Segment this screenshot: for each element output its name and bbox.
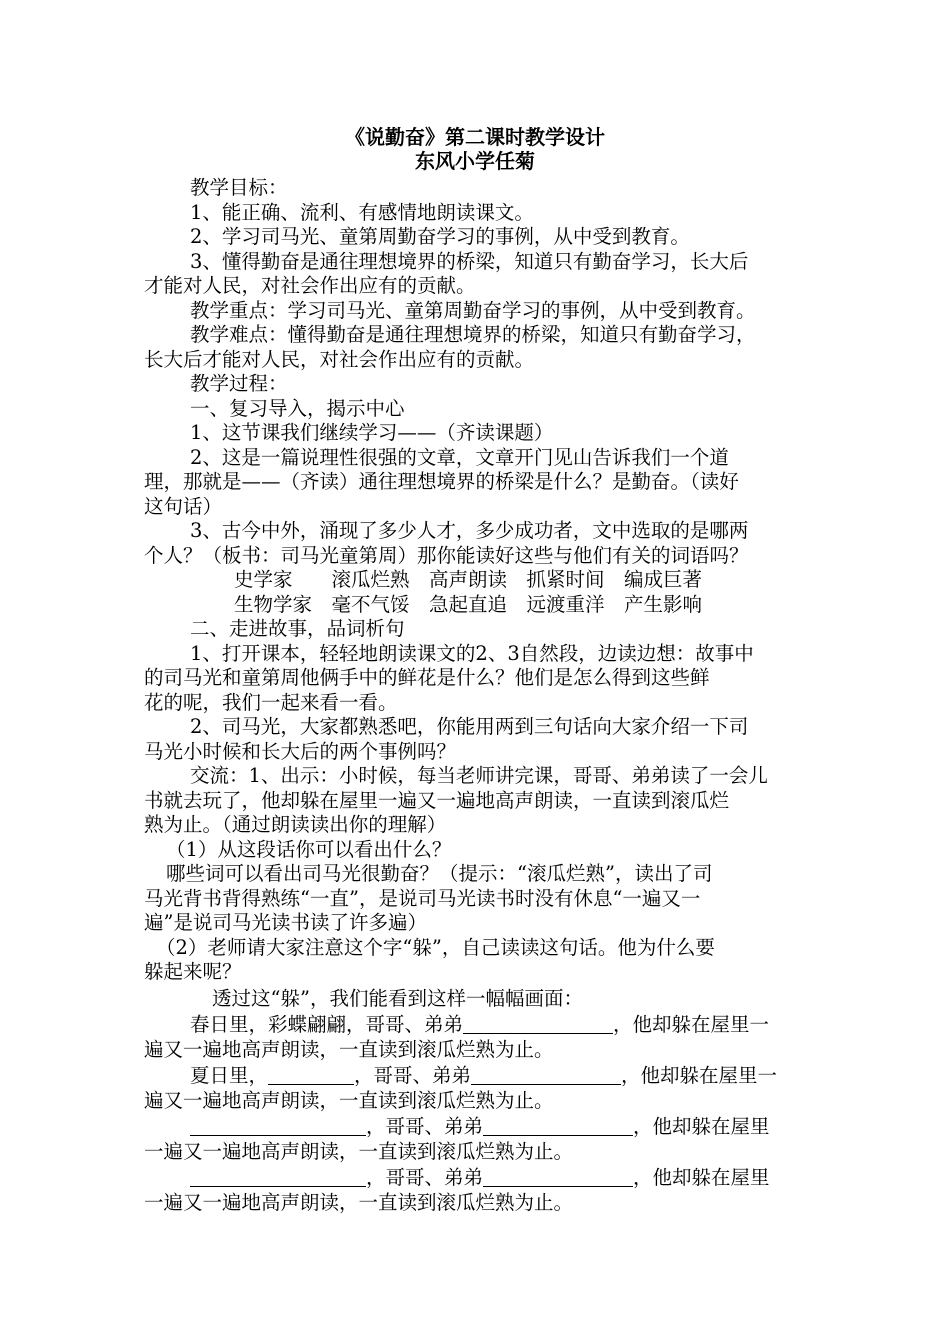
fill-in-text: ，他却躲在屋里 [633, 1115, 770, 1138]
document-author: 东风小学任菊 [415, 149, 535, 173]
fill-in-line [190, 1013, 769, 1037]
fill-in-line [190, 1115, 770, 1139]
paragraph-line: 遍”是说司马光读书读了许多遍） [144, 911, 427, 934]
paragraph-line: （1）从这段话你可以看出什么？ [166, 838, 452, 861]
paragraph-line: 1、能正确、流利、有感情地朗读课文。 [190, 201, 534, 224]
word-list-row: 生物学家 毫不气馁 急起直追 远渡重洋 产生影响 [234, 593, 703, 616]
fill-in-text: 夏日里， [190, 1064, 269, 1087]
paragraph-line: 教学重点：学习司马光、童第周勤奋学习的事例，从中受到教育。 [190, 299, 756, 322]
paragraph-line: 教学难点：懂得勤奋是通往理想境界的桥梁，知道只有勤奋学习， [190, 323, 756, 346]
document-title: 《说勤奋》第二课时教学设计 [345, 125, 605, 149]
paragraph-line: 2、学习司马光、童第周勤奋学习的事例，从中受到教育。 [190, 225, 690, 248]
paragraph-line: 交流：1、出示：小时候，每当老师讲完课，哥哥、弟弟读了一会儿 [190, 764, 768, 787]
paragraph-line: 书就去玩了，他却躲在屋里一遍又一遍地高声朗读，一直读到滚瓜烂 [144, 789, 730, 812]
answer-blank [268, 1066, 354, 1085]
paragraph-line: 3、古今中外，涌现了多少人才，多少成功者，文中选取的是哪两 [190, 519, 749, 542]
paragraph-line: 3、懂得勤奋是通往理想境界的桥梁，知道只有勤奋学习，长大后 [190, 250, 749, 273]
word-list-row: 史学家 滚瓜烂熟 高声朗读 抓紧时间 编成巨著 [234, 568, 703, 591]
fill-in-text: ，哥哥、弟弟 [366, 1115, 484, 1138]
paragraph-line: 教学目标： [190, 176, 288, 199]
paragraph-line: 马光小时候和长大后的两个事例吗？ [144, 740, 457, 763]
fill-in-text: 春日里，彩蝶翩翩，哥哥、弟弟 [190, 1013, 464, 1036]
paragraph-line: 的司马光和童第周他俩手中的鲜花是什么？他们是怎么得到这些鲜 [144, 666, 710, 689]
section-heading: 一、复习导入，揭示中心 [190, 397, 405, 420]
paragraph-line: 教学过程： [190, 372, 288, 395]
paragraph-line: 一遍又一遍地高声朗读，一直读到滚瓜烂熟为止。 [144, 1140, 574, 1163]
answer-blank [190, 1117, 366, 1136]
fill-in-text: ，他却躲在屋里一 [621, 1064, 778, 1087]
section-heading: 二、走进故事，品词析句 [190, 617, 405, 640]
paragraph-line: （2）老师请大家注意这个字“躲”，自己读读这句话。他为什么要 [156, 936, 715, 959]
paragraph-line: 马光背书背得熟练“一直”，是说司马光读书时没有休息“一遍又一 [144, 887, 701, 910]
fill-in-text: ，哥哥、弟弟 [354, 1064, 472, 1087]
paragraph-line: 一遍又一遍地高声朗读，一直读到滚瓜烂熟为止。 [144, 1191, 574, 1214]
paragraph-line: 2、这是一篇说理性很强的文章，文章开门见山告诉我们一个道 [190, 446, 729, 469]
answer-blank [463, 1015, 613, 1034]
paragraph-line: 透过这“躲”，我们能看到这样一幅幅画面： [212, 987, 583, 1010]
fill-in-text: ，他却躲在屋里 [633, 1166, 770, 1189]
paragraph-line: 理，那就是——（齐读）通往理想境界的桥梁是什么？是勤奋。（读好 [144, 470, 739, 493]
answer-blank [471, 1066, 621, 1085]
paragraph-line: 长大后才能对人民，对社会作出应有的贡献。 [144, 348, 535, 371]
paragraph-line: 才能对人民，对社会作出应有的贡献。 [144, 274, 476, 297]
fill-in-line [190, 1166, 770, 1190]
paragraph-line: 遍又一遍地高声朗读，一直读到滚瓜烂熟为止。 [144, 1089, 554, 1112]
paragraph-line: 2、司马光，大家都熟悉吧，你能用两到三句话向大家介绍一下司 [190, 715, 749, 738]
paragraph-line: 花的呢，我们一起来看一看。 [144, 691, 398, 714]
fill-in-text: ，他却躲在屋里一 [613, 1013, 770, 1036]
paragraph-line: 哪些词可以看出司马光很勤奋？（提示：“滚瓜烂熟”，读出了司 [166, 862, 713, 885]
paragraph-line: 躲起来呢？ [144, 960, 242, 983]
fill-in-text: ，哥哥、弟弟 [366, 1166, 484, 1189]
fill-in-line [190, 1064, 777, 1088]
paragraph-line: 1、打开课本，轻轻地朗读课文的2、3自然段，边读边想：故事中 [190, 642, 754, 665]
answer-blank [483, 1117, 633, 1136]
paragraph-line: 这句话） [144, 495, 223, 518]
paragraph-line: 熟为止。（通过朗读读出你的理解） [144, 813, 447, 836]
paragraph-line: 遍又一遍地高声朗读，一直读到滚瓜烂熟为止。 [144, 1038, 554, 1061]
paragraph-line: 个人？（板书：司马光童第周）那你能读好这些与他们有关的词语吗？ [144, 544, 749, 567]
answer-blank [190, 1168, 366, 1187]
paragraph-line: 1、这节课我们继续学习——（齐读课题） [190, 421, 554, 444]
answer-blank [483, 1168, 633, 1187]
